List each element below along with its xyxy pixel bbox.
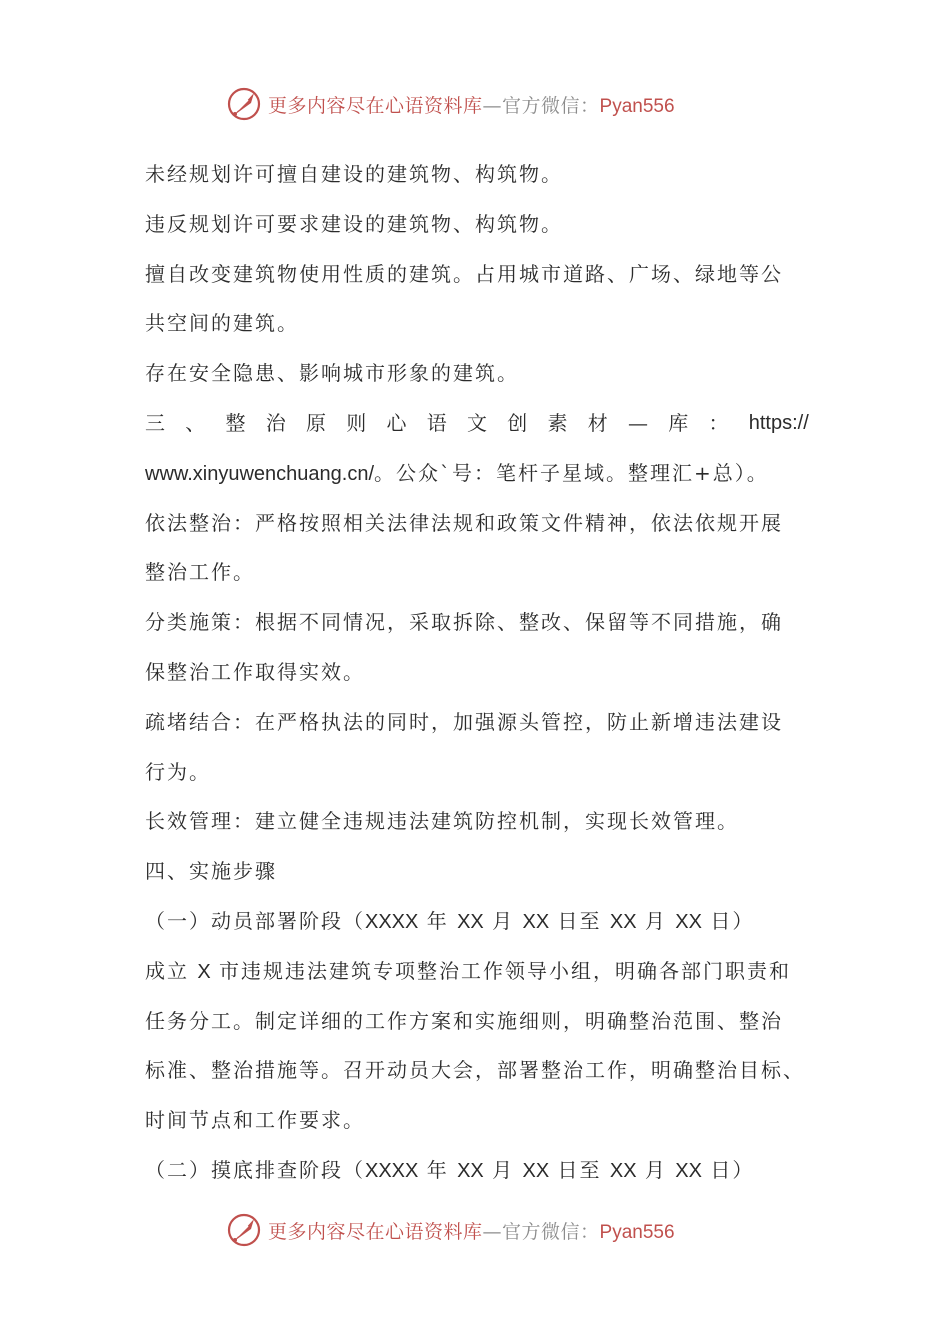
date-placeholder: XX bbox=[609, 1159, 637, 1182]
text-fragment: 年 bbox=[418, 1157, 458, 1182]
url-link[interactable]: www.xinyuwenchuang.cn/ bbox=[145, 462, 375, 485]
document-body bbox=[145, 150, 809, 1196]
footer-banner bbox=[226, 1210, 746, 1250]
heading-char: 心 bbox=[386, 410, 407, 435]
text-fragment: 月 bbox=[636, 1157, 676, 1182]
text-fragment: 年 bbox=[418, 908, 458, 933]
text-fragment: 市违规违法建筑专项整治工作领导小组，明确各部门职责和 bbox=[210, 958, 792, 983]
banner-dash: — bbox=[482, 94, 503, 117]
heading-char: 三 bbox=[145, 410, 165, 435]
text-fragment: 日） bbox=[701, 908, 755, 933]
quill-logo-icon bbox=[226, 86, 262, 122]
date-placeholder: XX bbox=[675, 910, 702, 933]
phase-heading-1 bbox=[145, 897, 809, 947]
text-line: 标准、整治措施等。召开动员大会，部署整治工作，明确整治目标、 bbox=[145, 1058, 805, 1083]
text-fragment: 月 bbox=[636, 908, 676, 933]
text-line: 疏堵结合：在严格执法的同时，加强源头管控，防止新增违法建设 bbox=[145, 709, 783, 734]
text-fragment: 日至 bbox=[549, 908, 610, 933]
banner-text bbox=[268, 91, 675, 118]
text-fragment: 月 bbox=[483, 908, 523, 933]
text-line: 长效管理：建立健全违规违法建筑防控机制，实现长效管理。 bbox=[145, 809, 739, 834]
date-placeholder: XX bbox=[522, 910, 550, 933]
phase-heading-2 bbox=[145, 1146, 809, 1196]
section-heading-4: 四、实施步骤 bbox=[145, 859, 277, 884]
text-fragment: 日至 bbox=[549, 1157, 610, 1182]
heading-char: ： bbox=[708, 410, 729, 435]
heading-char: — bbox=[628, 410, 648, 435]
heading-char: 库 bbox=[668, 410, 689, 435]
text-fragment: 。公众`号：笔杆子星域。整理汇+总）。 bbox=[374, 460, 769, 485]
heading-char: 治 bbox=[265, 410, 286, 435]
text-line: 依法整治：严格按照相关法律法规和政策文件精神，依法依规开展 bbox=[145, 510, 783, 535]
text-fragment: 日） bbox=[701, 1157, 755, 1182]
heading-char: 整 bbox=[225, 410, 246, 435]
header-banner bbox=[226, 84, 746, 124]
text-fragment: 月 bbox=[483, 1157, 523, 1182]
text-fragment: （二）摸底排查阶段（ bbox=[145, 1157, 365, 1182]
text-line: 未经规划许可擅自建设的建筑物、构筑物。 bbox=[145, 162, 563, 186]
banner-dash: — bbox=[482, 1220, 503, 1243]
date-placeholder: XX bbox=[522, 1159, 550, 1182]
text-fragment: X bbox=[197, 960, 211, 983]
text-line: 整治工作。 bbox=[145, 560, 255, 585]
text-line: 时间节点和工作要求。 bbox=[145, 1108, 365, 1133]
text-line: 分类施策：根据不同情况，采取拆除、整改、保留等不同措施，确 bbox=[145, 610, 783, 635]
banner-wechat-id: Pyan556 bbox=[599, 95, 675, 117]
heading-char: 原 bbox=[306, 410, 326, 435]
date-placeholder: XX bbox=[457, 910, 484, 933]
text-line: 违反规划许可要求建设的建筑物、构筑物。 bbox=[145, 211, 563, 236]
heading-char: 语 bbox=[426, 410, 447, 435]
heading-char: 素 bbox=[547, 410, 568, 435]
banner-title: 更多内容尽在心语资料库 bbox=[268, 1220, 483, 1243]
text-line: 行为。 bbox=[145, 759, 211, 784]
heading-char: 则 bbox=[346, 410, 367, 435]
banner-label: 官方微信： bbox=[502, 1220, 600, 1243]
text-line: 保整治工作取得实效。 bbox=[145, 659, 365, 684]
heading-char: 文 bbox=[467, 410, 487, 435]
date-placeholder: XX bbox=[675, 1159, 702, 1182]
text-line bbox=[145, 449, 809, 499]
banner-text bbox=[268, 1217, 675, 1244]
text-line: 存在安全隐患、影响城市形象的建筑。 bbox=[145, 361, 519, 386]
date-placeholder: XX bbox=[457, 1159, 484, 1182]
text-fragment: 成立 bbox=[145, 958, 198, 983]
heading-char: 创 bbox=[507, 410, 528, 435]
section-heading-3 bbox=[145, 399, 809, 449]
date-placeholder: XXXX bbox=[365, 1159, 419, 1182]
date-placeholder: XX bbox=[609, 910, 637, 933]
banner-title: 更多内容尽在心语资料库 bbox=[268, 94, 483, 117]
date-placeholder: XXXX bbox=[365, 910, 419, 933]
heading-char: 材 bbox=[587, 410, 608, 435]
banner-label: 官方微信： bbox=[502, 94, 600, 117]
text-line bbox=[145, 947, 809, 997]
url-link-part[interactable]: https:// bbox=[748, 411, 809, 434]
quill-logo-icon bbox=[226, 1212, 262, 1248]
text-line: 擅自改变建筑物使用性质的建筑。占用城市道路、广场、绿地等公 bbox=[145, 261, 783, 286]
heading-char: 、 bbox=[185, 410, 206, 435]
text-fragment: （一）动员部署阶段（ bbox=[145, 908, 365, 933]
text-line: 共空间的建筑。 bbox=[145, 311, 299, 336]
banner-wechat-id: Pyan556 bbox=[599, 1221, 675, 1243]
text-line: 任务分工。制定详细的工作方案和实施细则，明确整治范围、整治 bbox=[145, 1008, 783, 1033]
